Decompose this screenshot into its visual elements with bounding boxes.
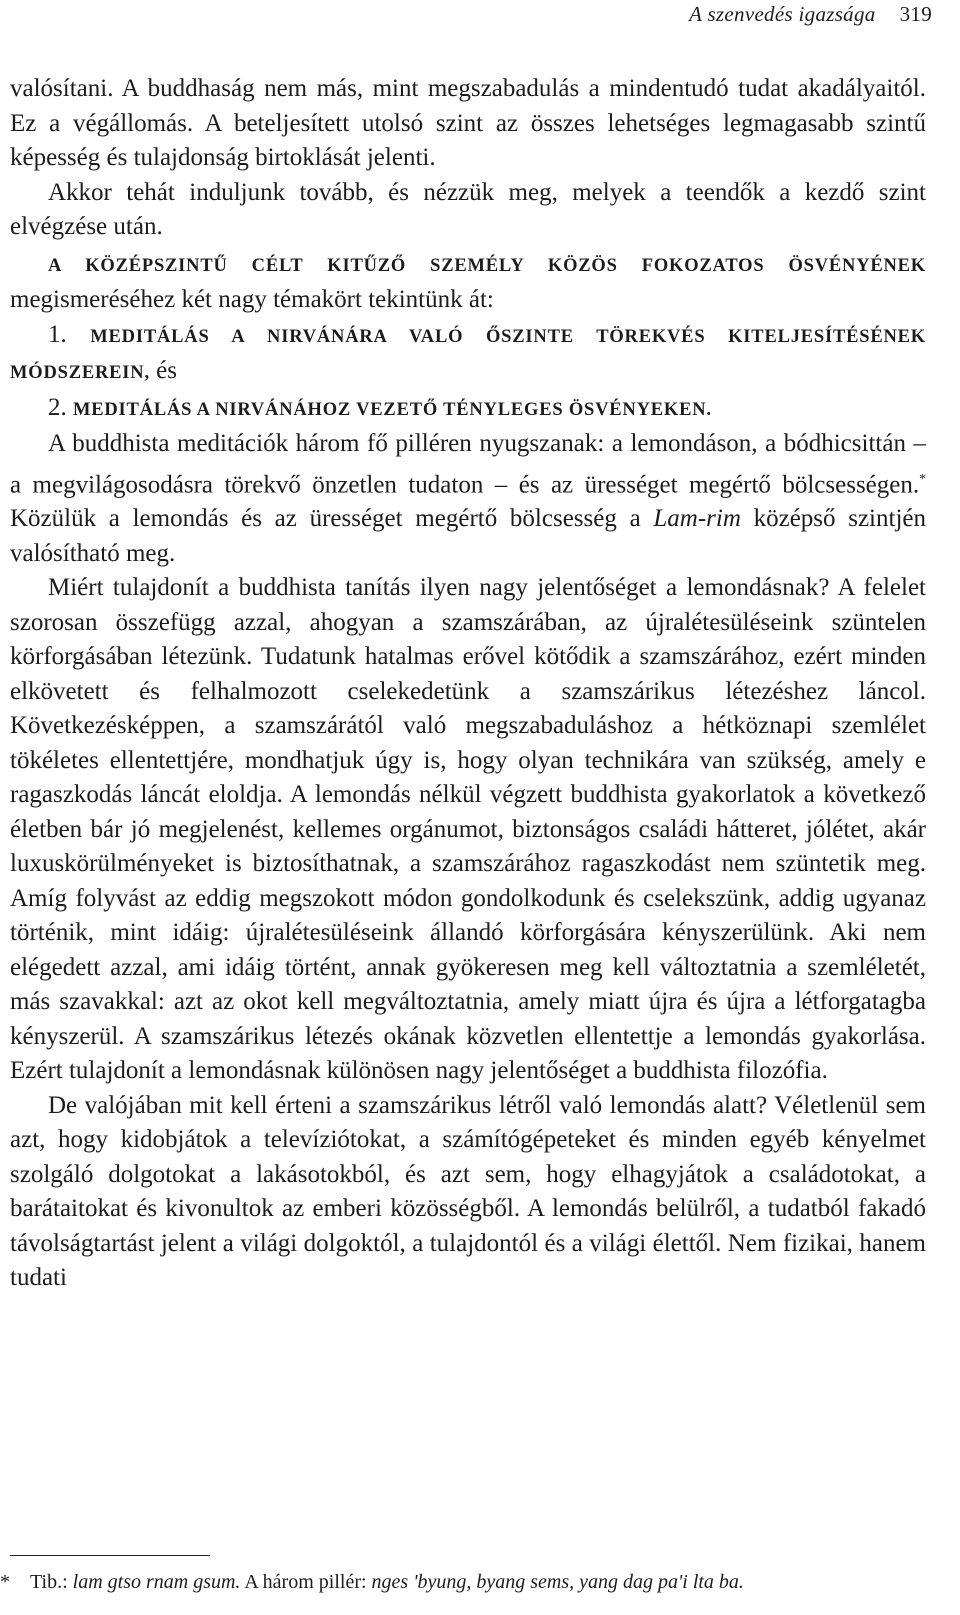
section-heading-rest: megismeréséhez két nagy témakört tekintünk át: xyxy=(10,286,494,313)
paragraph-4 xyxy=(10,427,926,571)
paragraph-1: valósítani. A buddhaság nem más, mint megszabadulás a mindentudó tudat akadályaitól. Ez a végállomás. A beteljesített utolsó szint az összes lehetséges legmagasabb szintű képesség és tulajdonság birtoklását jelenti. xyxy=(10,75,926,171)
paragraph-4-a: A buddhista meditációk három fő pilléren nyugszanak: a lemondáson, a bódhicsittán – a megvilágosodásra törekvő önzetlen tudaton – és az ürességet megértő bölcsességen. xyxy=(10,430,926,498)
footnote-reference: * xyxy=(919,470,926,486)
paragraph-4-c: középső szintjén valósítható meg. xyxy=(10,505,926,567)
footnote-term-2: nges 'byung, byang sems, yang dag pa'i lta ba. xyxy=(371,1571,744,1593)
running-title: A szenvedés igazsága xyxy=(689,2,876,26)
footnote xyxy=(0,1571,940,1594)
list-item-1-smallcaps: MEDITÁLÁS A NIRVÁNÁRA VALÓ ŐSZINTE TÖREKVÉS KITELJESÍTÉSÉNEK MÓDSZEREIN, xyxy=(10,326,926,383)
list-item-1 xyxy=(10,318,926,391)
paragraph-5: Miért tulajdonít a buddhista tanítás ilyen nagy jelentőséget a lemondásnak? A felelet szorosan összefügg azzal, ahogyan a szamszárában, az újralétesüléseink szüntelen körforgásában létezünk. Tudatunk hatalmas erővel kötődik a szamszárához, ezért minden elkövetett és felhalmozott cselekedetünk a szamszárikus létezéshez láncol. Következésképpen, a szamszárától való megszabaduláshoz a hétköznapi szemlélet tökéletes ellentettjére, mondhatjuk úgy is, hogy olyan technikára van szükség, amely e ragaszkodás láncát eloldja. A lemondás nélkül végzett buddhista gyakorlatok a következő életben bár jó megjelenést, kellemes orgánumot, biztonságos családi hátteret, jólétet, akár luxuskörülményeket is biztosíthatnak, a szamszárához ragaszkodást nem szüntetik meg. Amíg folyvást az eddig megszokott módon gondolkodunk és cselekszünk, addig ugyanaz történik, mint idáig: újralétesüléseink állandó körforgására kényszerülünk. Aki nem elégedett azzal, ami idáig történt, annak gyökeresen meg kell változtatnia a szemléletét, más szavakkal: azt az okot kell megváltoztatnia, amely miatt újra és újra a létforgatagba kényszerül. A szamszárikus létezés okának közvetlen ellentettje a lemondás gyakorlása. Ezért tulajdonít a lemondásnak különösen nagy jelentőséget a buddhista filozófia. xyxy=(10,574,926,1085)
section-heading xyxy=(10,247,926,318)
list-item-2-smallcaps: MEDITÁLÁS A NIRVÁNÁHOZ VEZETŐ TÉNYLEGES ÖSVÉNYEKEN. xyxy=(73,399,712,420)
term-lam-rim: Lam-rim xyxy=(653,505,741,533)
paragraph-2: Akkor tehát induljunk tovább, és nézzük meg, melyek a teendők a kezdő szint elvégzése után. xyxy=(10,178,926,240)
section-heading-smallcaps: A KÖZÉPSZINTŰ CÉLT KITŰZŐ SZEMÉLY KÖZÖS FOKOZATOS ÖSVÉNYÉNEK xyxy=(48,255,926,276)
list-item-1-rest: és xyxy=(149,357,177,384)
list-number-1: 1. xyxy=(48,320,67,348)
footnote-middle: A három pillér: xyxy=(240,1571,372,1593)
body-text xyxy=(10,72,926,1296)
list-item-2 xyxy=(10,391,926,428)
footnote-marker: * xyxy=(0,1571,10,1593)
paragraph-4-b: Közülük a lemondás és az ürességet megértő bölcsesség a xyxy=(10,505,654,533)
footnote-label: Tib.: xyxy=(30,1571,68,1593)
footnote-rule xyxy=(10,1555,210,1556)
page-number: 319 xyxy=(899,2,932,26)
footnote-term-1: lam gtso rnam gsum. xyxy=(72,1571,241,1593)
running-header xyxy=(689,2,932,27)
list-number-2: 2. xyxy=(48,393,67,421)
paragraph-6: De valójában mit kell érteni a szamszárikus létről való lemondás alatt? Véletlenül sem azt, hogy kidobjátok a televíziótokat, a számítógépeteket és minden egyéb kényelmet szolgáló dolgotokat a lakásotokból, és azt sem, hogy elhagyjátok a családotokat, a barátaitokat és kivonultok az emberi közösségből. A lemondás belülről, a tudatból fakadó távolságtartást jelent a világi dolgoktól, a tulajdontól és a világi élettől. Nem fizikai, hanem tudati xyxy=(10,1091,926,1292)
